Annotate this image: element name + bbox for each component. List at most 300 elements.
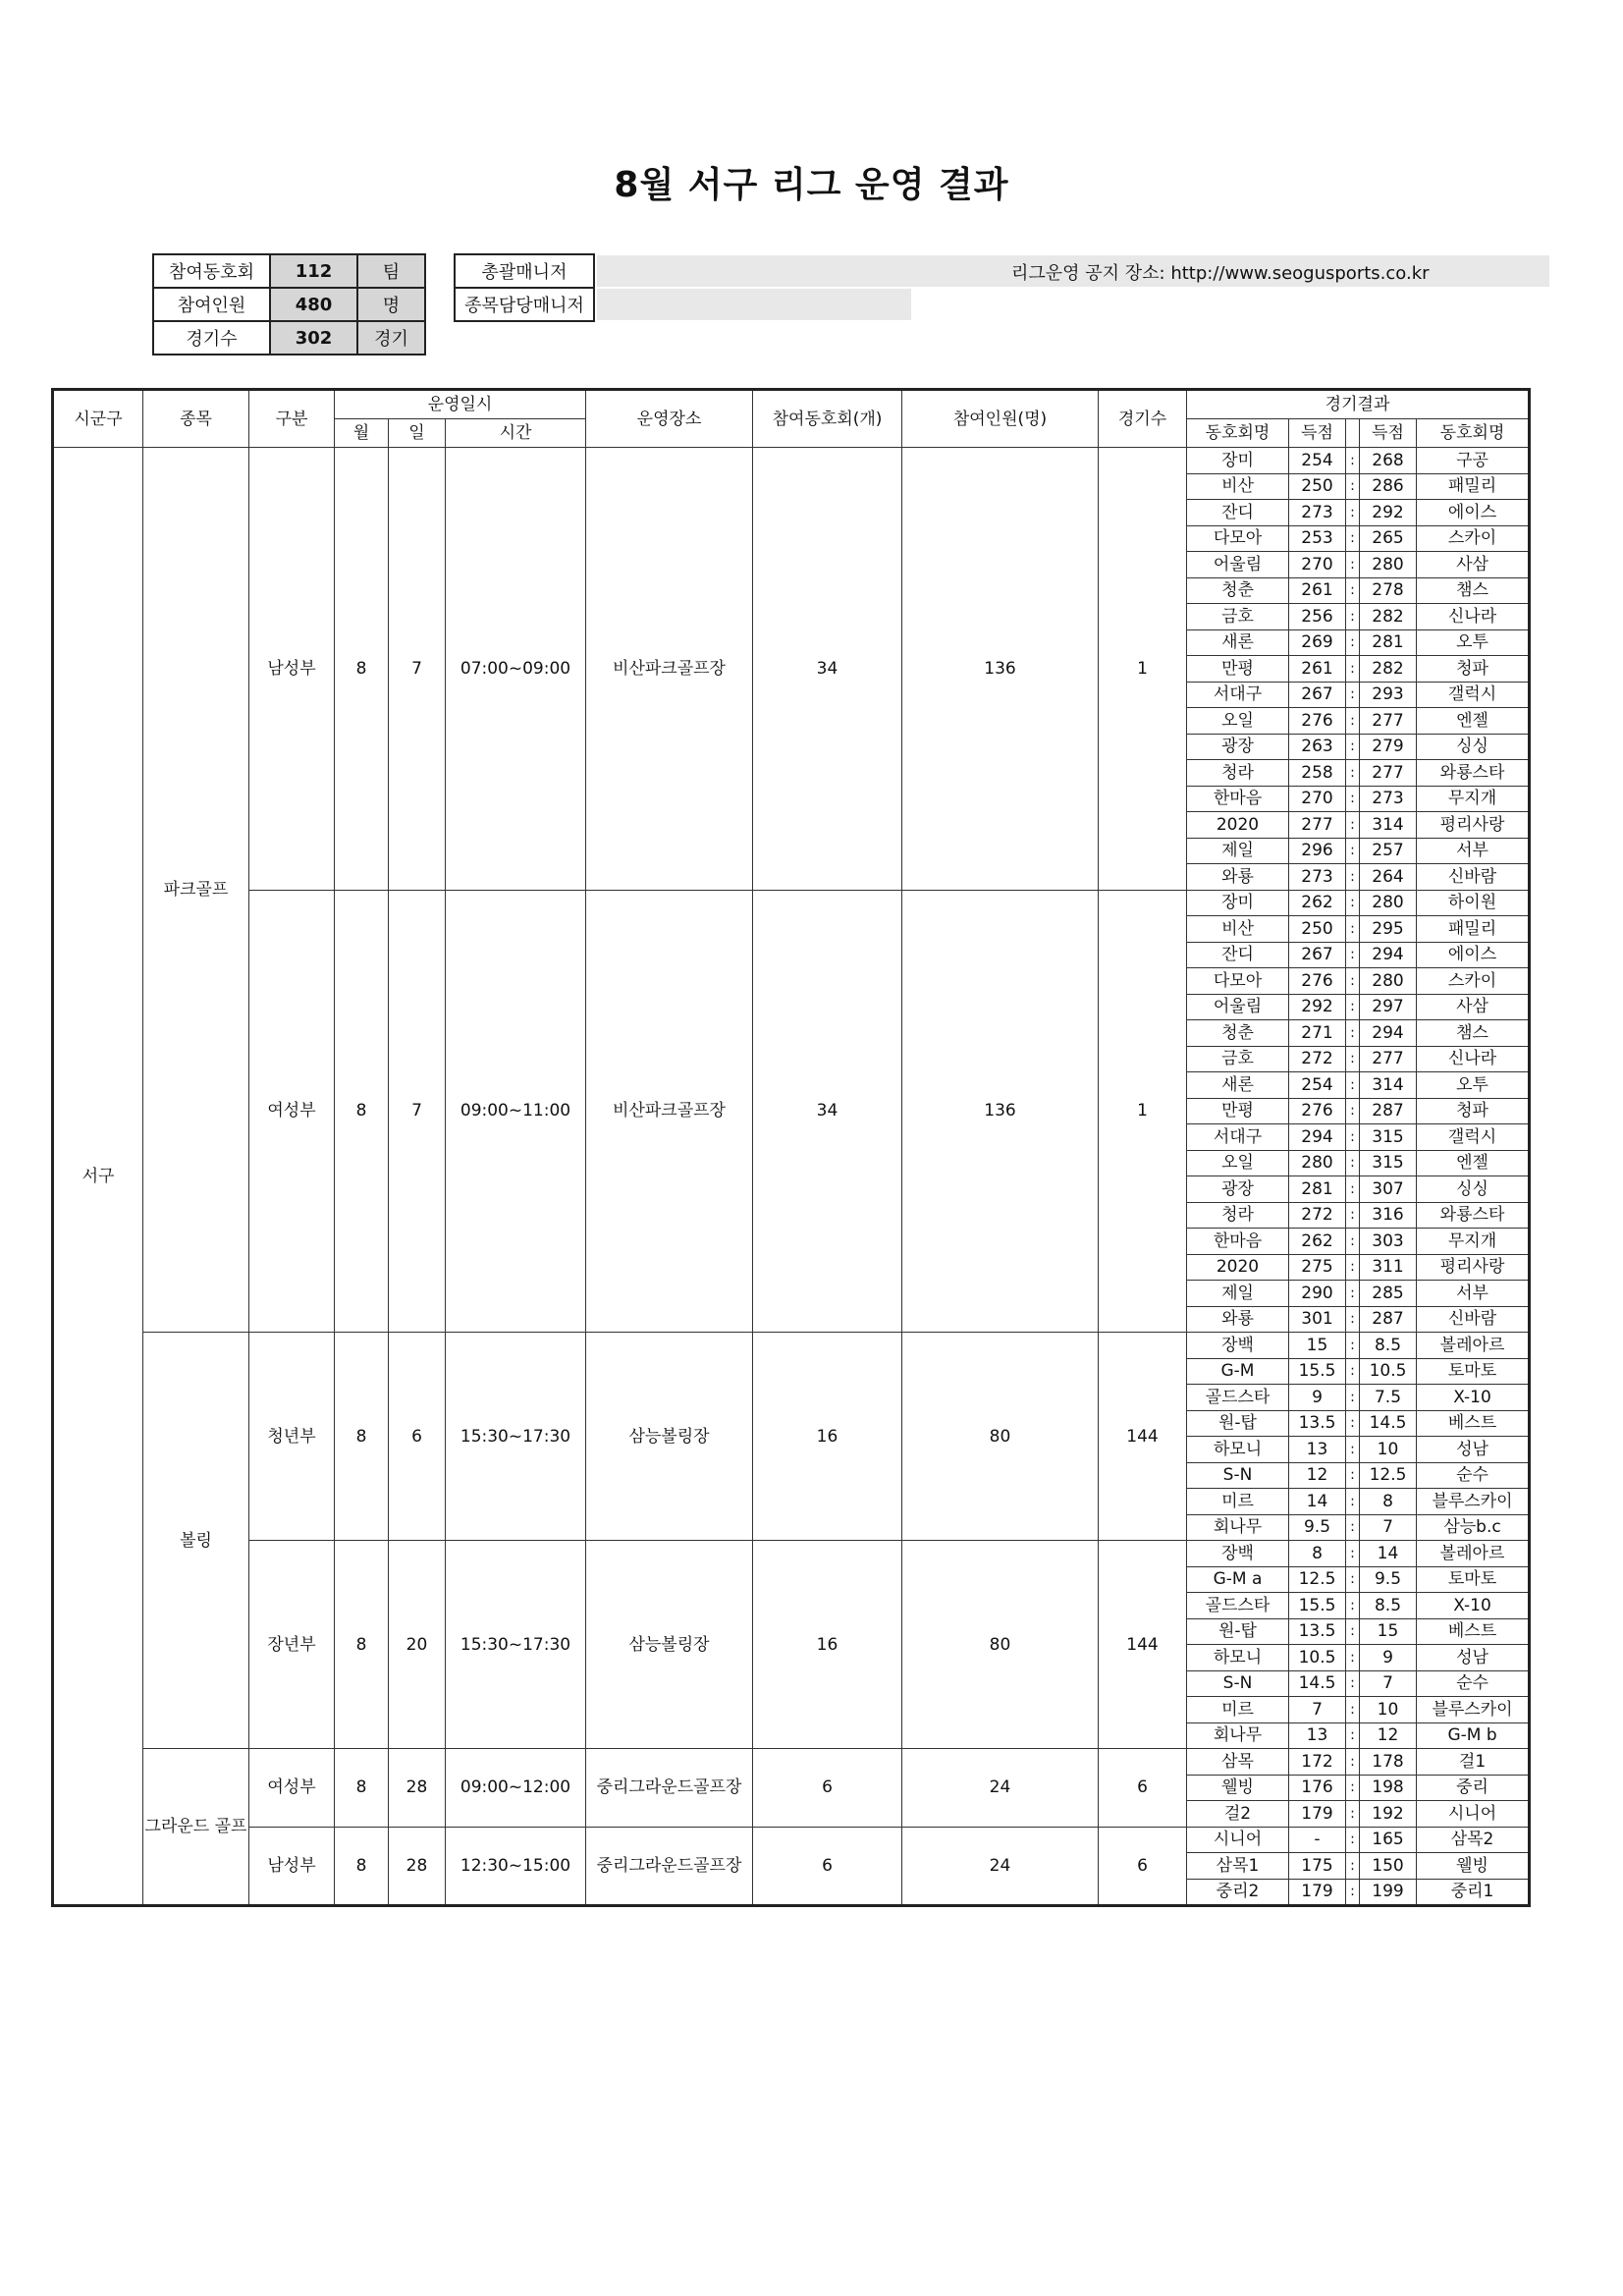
games-cell: 6: [1099, 1827, 1187, 1906]
home-score-cell: 262: [1289, 1229, 1346, 1255]
time-cell: 15:30~17:30: [446, 1333, 586, 1541]
away-score-cell: 282: [1360, 604, 1417, 630]
home-club-cell: 원-탑: [1187, 1410, 1289, 1437]
home-club-cell: 중리2: [1187, 1879, 1289, 1906]
home-club-cell: 청춘: [1187, 1020, 1289, 1047]
home-club-cell: 잔디: [1187, 500, 1289, 526]
home-club-cell: 새론: [1187, 629, 1289, 656]
away-score-cell: 7.5: [1360, 1385, 1417, 1411]
score-separator: :: [1346, 1098, 1360, 1124]
away-club-cell: 엔젤: [1417, 708, 1530, 735]
summary-label: 참여인원: [153, 288, 270, 321]
score-separator: :: [1346, 448, 1360, 474]
away-score-cell: 315: [1360, 1150, 1417, 1176]
summary-row: [153, 254, 425, 288]
away-club-cell: 웰빙: [1417, 1853, 1530, 1880]
away-club-cell: 평리사랑: [1417, 812, 1530, 839]
away-club-cell: 스카이: [1417, 968, 1530, 995]
score-separator: :: [1346, 1020, 1360, 1047]
home-score-cell: 292: [1289, 994, 1346, 1020]
away-club-cell: 에이스: [1417, 942, 1530, 968]
clubs-cell: 16: [753, 1541, 902, 1749]
home-score-cell: 8: [1289, 1541, 1346, 1567]
home-club-cell: 잔디: [1187, 942, 1289, 968]
away-club-cell: 신나라: [1417, 1046, 1530, 1072]
away-score-cell: 15: [1360, 1618, 1417, 1645]
table-row: [53, 1333, 1530, 1359]
away-club-cell: 사삼: [1417, 994, 1530, 1020]
away-score-cell: 7: [1360, 1670, 1417, 1697]
home-club-cell: S-N: [1187, 1462, 1289, 1489]
home-club-cell: 어울림: [1187, 552, 1289, 578]
home-score-cell: -: [1289, 1827, 1346, 1853]
home-score-cell: 277: [1289, 812, 1346, 839]
score-separator: :: [1346, 1827, 1360, 1853]
home-club-cell: 웰빙: [1187, 1775, 1289, 1801]
home-club-cell: 삼목: [1187, 1749, 1289, 1776]
home-club-cell: 제일: [1187, 838, 1289, 864]
away-score-cell: 7: [1360, 1514, 1417, 1541]
home-club-cell: 비산: [1187, 916, 1289, 943]
away-club-cell: 무지개: [1417, 786, 1530, 812]
score-separator: :: [1346, 1618, 1360, 1645]
header-people: 참여인원(명): [902, 390, 1099, 448]
home-score-cell: 15: [1289, 1333, 1346, 1359]
away-club-cell: 순수: [1417, 1462, 1530, 1489]
away-club-cell: 순수: [1417, 1670, 1530, 1697]
home-score-cell: 10.5: [1289, 1645, 1346, 1671]
home-club-cell: 만평: [1187, 656, 1289, 683]
away-score-cell: 307: [1360, 1176, 1417, 1203]
time-cell: 12:30~15:00: [446, 1827, 586, 1906]
away-club-cell: 에이스: [1417, 500, 1530, 526]
away-score-cell: 295: [1360, 916, 1417, 943]
header-venue: 운영장소: [586, 390, 753, 448]
home-score-cell: 172: [1289, 1749, 1346, 1776]
summary-value: 480: [270, 288, 357, 321]
away-score-cell: 9: [1360, 1645, 1417, 1671]
score-separator: :: [1346, 1801, 1360, 1828]
header-division: 구분: [249, 390, 335, 448]
home-club-cell: 오일: [1187, 1150, 1289, 1176]
away-score-cell: 198: [1360, 1775, 1417, 1801]
people-cell: 80: [902, 1541, 1099, 1749]
clubs-cell: 34: [753, 448, 902, 891]
score-separator: :: [1346, 1333, 1360, 1359]
away-club-cell: 시니어: [1417, 1801, 1530, 1828]
home-club-cell: 새론: [1187, 1072, 1289, 1099]
people-cell: 24: [902, 1749, 1099, 1828]
home-club-cell: 2020: [1187, 812, 1289, 839]
away-score-cell: 12.5: [1360, 1462, 1417, 1489]
summary-value: 112: [270, 254, 357, 288]
away-club-cell: 성남: [1417, 1437, 1530, 1463]
table-row: [53, 1541, 1530, 1567]
home-score-cell: 271: [1289, 1020, 1346, 1047]
score-separator: :: [1346, 1749, 1360, 1776]
away-score-cell: 268: [1360, 448, 1417, 474]
away-club-cell: 무지개: [1417, 1229, 1530, 1255]
home-club-cell: 걸2: [1187, 1801, 1289, 1828]
home-club-cell: 회나무: [1187, 1514, 1289, 1541]
home-score-cell: 301: [1289, 1306, 1346, 1333]
header-score: 득점: [1289, 419, 1346, 448]
home-score-cell: 269: [1289, 629, 1346, 656]
away-score-cell: 297: [1360, 994, 1417, 1020]
header-day: 일: [389, 419, 446, 448]
summary-row: [153, 288, 425, 321]
home-score-cell: 275: [1289, 1254, 1346, 1281]
people-cell: 136: [902, 890, 1099, 1333]
header-clubs: 참여동호회(개): [753, 390, 902, 448]
home-score-cell: 276: [1289, 708, 1346, 735]
home-score-cell: 250: [1289, 473, 1346, 500]
away-club-cell: 챔스: [1417, 577, 1530, 604]
sport-cell: 볼링: [143, 1333, 249, 1749]
home-club-cell: 장백: [1187, 1333, 1289, 1359]
results-table: [51, 388, 1531, 1907]
away-club-cell: X-10: [1417, 1593, 1530, 1619]
away-score-cell: 277: [1360, 708, 1417, 735]
header-district: 시군구: [53, 390, 143, 448]
score-separator: :: [1346, 525, 1360, 552]
away-score-cell: 316: [1360, 1202, 1417, 1229]
score-separator: :: [1346, 1541, 1360, 1567]
score-separator: :: [1346, 1202, 1360, 1229]
home-score-cell: 176: [1289, 1775, 1346, 1801]
home-score-cell: 250: [1289, 916, 1346, 943]
away-score-cell: 303: [1360, 1229, 1417, 1255]
away-score-cell: 264: [1360, 864, 1417, 891]
away-score-cell: 281: [1360, 629, 1417, 656]
score-separator: :: [1346, 1385, 1360, 1411]
table-row: [53, 1827, 1530, 1853]
home-club-cell: 만평: [1187, 1098, 1289, 1124]
home-score-cell: 9.5: [1289, 1514, 1346, 1541]
away-score-cell: 286: [1360, 473, 1417, 500]
home-score-cell: 267: [1289, 942, 1346, 968]
month-cell: 8: [335, 890, 389, 1333]
away-club-cell: 챔스: [1417, 1020, 1530, 1047]
home-score-cell: 9: [1289, 1385, 1346, 1411]
away-club-cell: 와룡스타: [1417, 760, 1530, 787]
home-club-cell: 어울림: [1187, 994, 1289, 1020]
score-separator: :: [1346, 1566, 1360, 1593]
away-club-cell: 베스트: [1417, 1410, 1530, 1437]
away-score-cell: 280: [1360, 968, 1417, 995]
score-separator: :: [1346, 1254, 1360, 1281]
away-club-cell: 볼레아르: [1417, 1333, 1530, 1359]
time-cell: 07:00~09:00: [446, 448, 586, 891]
home-club-cell: 광장: [1187, 1176, 1289, 1203]
away-club-cell: 걸1: [1417, 1749, 1530, 1776]
day-cell: 7: [389, 890, 446, 1333]
manager-table: [454, 253, 595, 322]
summary-unit: 팀: [357, 254, 425, 288]
header-sport: 종목: [143, 390, 249, 448]
division-cell: 남성부: [249, 1827, 335, 1906]
home-club-cell: 삼목1: [1187, 1853, 1289, 1880]
score-separator: :: [1346, 786, 1360, 812]
home-score-cell: 13: [1289, 1437, 1346, 1463]
away-club-cell: 갤럭시: [1417, 1124, 1530, 1151]
clubs-cell: 16: [753, 1333, 902, 1541]
home-club-cell: 금호: [1187, 604, 1289, 630]
score-separator: :: [1346, 1853, 1360, 1880]
home-club-cell: 골드스타: [1187, 1593, 1289, 1619]
score-separator: :: [1346, 1306, 1360, 1333]
summary-table: [152, 253, 426, 355]
away-club-cell: 신나라: [1417, 604, 1530, 630]
home-score-cell: 258: [1289, 760, 1346, 787]
score-separator: :: [1346, 916, 1360, 943]
score-separator: :: [1346, 656, 1360, 683]
away-score-cell: 292: [1360, 500, 1417, 526]
away-club-cell: 블루스카이: [1417, 1489, 1530, 1515]
away-score-cell: 192: [1360, 1801, 1417, 1828]
away-club-cell: 블루스카이: [1417, 1697, 1530, 1723]
home-club-cell: 청라: [1187, 1202, 1289, 1229]
away-club-cell: 중리1: [1417, 1879, 1530, 1906]
clubs-cell: 34: [753, 890, 902, 1333]
home-score-cell: 254: [1289, 448, 1346, 474]
home-club-cell: 장미: [1187, 448, 1289, 474]
header-schedule: 운영일시: [335, 390, 586, 419]
score-separator: :: [1346, 890, 1360, 916]
score-separator: :: [1346, 1462, 1360, 1489]
away-score-cell: 8: [1360, 1489, 1417, 1515]
home-club-cell: G-M a: [1187, 1566, 1289, 1593]
score-separator: :: [1346, 1358, 1360, 1385]
score-separator: :: [1346, 1229, 1360, 1255]
home-club-cell: 미르: [1187, 1489, 1289, 1515]
away-club-cell: 삼능b.c: [1417, 1514, 1530, 1541]
away-club-cell: 하이원: [1417, 890, 1530, 916]
home-score-cell: 272: [1289, 1046, 1346, 1072]
people-cell: 24: [902, 1827, 1099, 1906]
away-score-cell: 178: [1360, 1749, 1417, 1776]
division-cell: 장년부: [249, 1541, 335, 1749]
summary-unit: 경기: [357, 321, 425, 355]
home-score-cell: 175: [1289, 1853, 1346, 1880]
away-club-cell: 와룡스타: [1417, 1202, 1530, 1229]
venue-cell: 비산파크골프장: [586, 890, 753, 1333]
month-cell: 8: [335, 1333, 389, 1541]
games-cell: 1: [1099, 448, 1187, 891]
score-separator: :: [1346, 604, 1360, 630]
away-score-cell: 278: [1360, 577, 1417, 604]
month-cell: 8: [335, 1541, 389, 1749]
score-separator: :: [1346, 1410, 1360, 1437]
away-score-cell: 8.5: [1360, 1333, 1417, 1359]
division-cell: 남성부: [249, 448, 335, 891]
clubs-cell: 6: [753, 1749, 902, 1828]
people-cell: 80: [902, 1333, 1099, 1541]
home-club-cell: 골드스타: [1187, 1385, 1289, 1411]
home-club-cell: 광장: [1187, 734, 1289, 760]
away-score-cell: 10: [1360, 1697, 1417, 1723]
district-cell: 서구: [53, 448, 143, 1906]
home-score-cell: 12: [1289, 1462, 1346, 1489]
score-separator: :: [1346, 1593, 1360, 1619]
away-score-cell: 315: [1360, 1124, 1417, 1151]
away-score-cell: 277: [1360, 1046, 1417, 1072]
home-score-cell: 14: [1289, 1489, 1346, 1515]
score-separator: :: [1346, 1124, 1360, 1151]
away-club-cell: 패밀리: [1417, 473, 1530, 500]
home-club-cell: 시니어: [1187, 1827, 1289, 1853]
venue-cell: 중리그라운드골프장: [586, 1827, 753, 1906]
away-club-cell: 볼레아르: [1417, 1541, 1530, 1567]
division-cell: 청년부: [249, 1333, 335, 1541]
home-club-cell: 하모니: [1187, 1437, 1289, 1463]
home-club-cell: 원-탑: [1187, 1618, 1289, 1645]
away-club-cell: 청파: [1417, 1098, 1530, 1124]
away-club-cell: 엔젤: [1417, 1150, 1530, 1176]
away-club-cell: 구공: [1417, 448, 1530, 474]
home-score-cell: 179: [1289, 1879, 1346, 1906]
away-score-cell: 311: [1360, 1254, 1417, 1281]
home-club-cell: 다모아: [1187, 525, 1289, 552]
home-score-cell: 254: [1289, 1072, 1346, 1099]
month-cell: 8: [335, 1749, 389, 1828]
score-separator: :: [1346, 473, 1360, 500]
away-score-cell: 287: [1360, 1098, 1417, 1124]
home-score-cell: 294: [1289, 1124, 1346, 1151]
summary-row: [153, 321, 425, 355]
home-score-cell: 272: [1289, 1202, 1346, 1229]
home-club-cell: 청춘: [1187, 577, 1289, 604]
score-separator: :: [1346, 552, 1360, 578]
home-score-cell: 261: [1289, 577, 1346, 604]
home-club-cell: 와룡: [1187, 1306, 1289, 1333]
score-separator: :: [1346, 760, 1360, 787]
score-separator: :: [1346, 1775, 1360, 1801]
away-club-cell: X-10: [1417, 1385, 1530, 1411]
away-score-cell: 294: [1360, 1020, 1417, 1047]
away-club-cell: 베스트: [1417, 1618, 1530, 1645]
day-cell: 28: [389, 1749, 446, 1828]
home-club-cell: 한마음: [1187, 786, 1289, 812]
away-score-cell: 265: [1360, 525, 1417, 552]
away-score-cell: 280: [1360, 552, 1417, 578]
away-club-cell: 싱싱: [1417, 734, 1530, 760]
away-score-cell: 279: [1360, 734, 1417, 760]
home-club-cell: 회나무: [1187, 1722, 1289, 1749]
home-club-cell: 서대구: [1187, 682, 1289, 708]
away-score-cell: 257: [1360, 838, 1417, 864]
table-row: [53, 448, 1530, 474]
home-club-cell: 오일: [1187, 708, 1289, 735]
away-score-cell: 314: [1360, 812, 1417, 839]
score-separator: :: [1346, 1697, 1360, 1723]
home-club-cell: 서대구: [1187, 1124, 1289, 1151]
away-score-cell: 294: [1360, 942, 1417, 968]
score-separator: :: [1346, 682, 1360, 708]
table-row: [53, 1749, 1530, 1776]
score-separator: :: [1346, 1437, 1360, 1463]
header-colon: [1346, 419, 1360, 448]
away-score-cell: 8.5: [1360, 1593, 1417, 1619]
home-score-cell: 13.5: [1289, 1410, 1346, 1437]
away-club-cell: 사삼: [1417, 552, 1530, 578]
away-club-cell: 신바람: [1417, 864, 1530, 891]
score-separator: :: [1346, 708, 1360, 735]
score-separator: :: [1346, 968, 1360, 995]
home-club-cell: 장백: [1187, 1541, 1289, 1567]
score-separator: :: [1346, 994, 1360, 1020]
away-score-cell: 273: [1360, 786, 1417, 812]
manager-label: 종목담당매니저: [455, 288, 594, 321]
division-cell: 여성부: [249, 890, 335, 1333]
home-score-cell: 7: [1289, 1697, 1346, 1723]
venue-cell: 비산파크골프장: [586, 448, 753, 891]
summary-label: 경기수: [153, 321, 270, 355]
away-club-cell: 스카이: [1417, 525, 1530, 552]
header-games: 경기수: [1099, 390, 1187, 448]
away-club-cell: 오투: [1417, 1072, 1530, 1099]
time-cell: 09:00~11:00: [446, 890, 586, 1333]
home-club-cell: 미르: [1187, 1697, 1289, 1723]
away-score-cell: 287: [1360, 1306, 1417, 1333]
home-score-cell: 270: [1289, 552, 1346, 578]
day-cell: 6: [389, 1333, 446, 1541]
away-club-cell: 서부: [1417, 1281, 1530, 1307]
score-separator: :: [1346, 812, 1360, 839]
away-club-cell: 패밀리: [1417, 916, 1530, 943]
games-cell: 6: [1099, 1749, 1187, 1828]
home-score-cell: 256: [1289, 604, 1346, 630]
home-club-cell: 제일: [1187, 1281, 1289, 1307]
away-club-cell: 토마토: [1417, 1566, 1530, 1593]
score-separator: :: [1346, 1046, 1360, 1072]
score-separator: :: [1346, 1489, 1360, 1515]
home-score-cell: 261: [1289, 656, 1346, 683]
venue-cell: 삼능볼링장: [586, 1541, 753, 1749]
score-separator: :: [1346, 1150, 1360, 1176]
score-separator: :: [1346, 1176, 1360, 1203]
home-score-cell: 280: [1289, 1150, 1346, 1176]
score-separator: :: [1346, 1879, 1360, 1906]
score-separator: :: [1346, 1514, 1360, 1541]
home-score-cell: 273: [1289, 864, 1346, 891]
home-club-cell: 장미: [1187, 890, 1289, 916]
manager-label: 총괄매니저: [455, 254, 594, 288]
header-month: 월: [335, 419, 389, 448]
score-separator: :: [1346, 1281, 1360, 1307]
home-club-cell: S-N: [1187, 1670, 1289, 1697]
people-cell: 136: [902, 448, 1099, 891]
home-score-cell: 13.5: [1289, 1618, 1346, 1645]
away-score-cell: 10.5: [1360, 1358, 1417, 1385]
home-club-cell: 다모아: [1187, 968, 1289, 995]
home-score-cell: 14.5: [1289, 1670, 1346, 1697]
day-cell: 7: [389, 448, 446, 891]
time-cell: 15:30~17:30: [446, 1541, 586, 1749]
home-score-cell: 262: [1289, 890, 1346, 916]
away-score-cell: 14.5: [1360, 1410, 1417, 1437]
sport-cell: 파크골프: [143, 448, 249, 1333]
header-club-name-2: 동호회명: [1417, 419, 1530, 448]
score-separator: :: [1346, 629, 1360, 656]
away-club-cell: 청파: [1417, 656, 1530, 683]
division-cell: 여성부: [249, 1749, 335, 1828]
away-score-cell: 199: [1360, 1879, 1417, 1906]
away-club-cell: 성남: [1417, 1645, 1530, 1671]
venue-cell: 중리그라운드골프장: [586, 1749, 753, 1828]
home-score-cell: 179: [1289, 1801, 1346, 1828]
clubs-cell: 6: [753, 1827, 902, 1906]
